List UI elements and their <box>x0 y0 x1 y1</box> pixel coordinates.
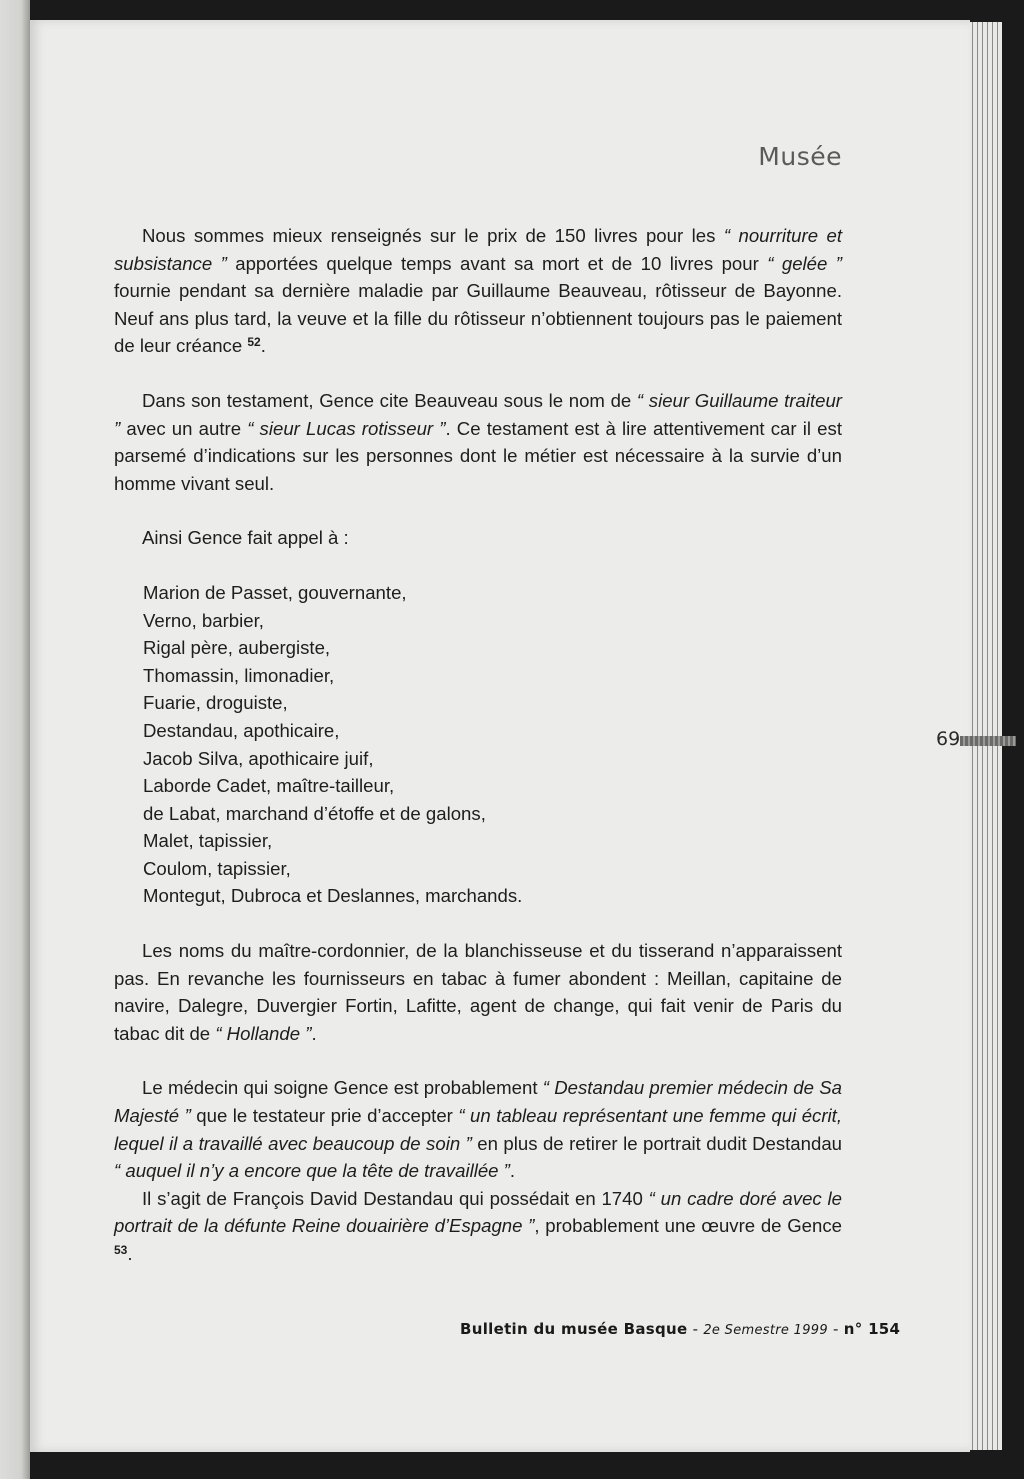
list-item: Fuarie, droguiste, <box>143 692 288 714</box>
paragraph-6: Il s’agit de François David Destandau qui possédait en 1740 “ un cadre doré avec le portrait de la défunte Reine douairière d’Espagne ”, probablement une œuvre de Gence $^{53}$. <box>114 1187 842 1264</box>
semester: 2e Semestre 1999 <box>703 1323 828 1338</box>
folio-marker <box>960 736 1016 746</box>
footnote-ref-52: 52 <box>247 335 261 350</box>
list-item: Laborde Cadet, maître-tailleur, <box>143 775 395 797</box>
paragraph-5: Le médecin qui soigne Gence est probablement “ Destandau premier médecin de Sa Majesté ” que le testateur prie d’accepter “ un tableau représentant une femme qui écrit, lequel il a travaillé avec beaucoup de soin ” en plus de retirer le portrait dudit Destandau “ auquel il n’y a encore que la tête de travaillée ”. <box>114 1077 842 1182</box>
paragraph-4: Les noms du maître-cordonnier, de la blanchisseuse et du tisserand n’apparaissent pas. En revanche les fournisseurs en tabac à fumer abondent : Meillan, capitaine de navire, Dalegre, Duvergier Fortin, Lafitte, agent de change, qui fait venir de Paris du tabac dit de “ Hollande ”. <box>114 940 842 1044</box>
footnote-ref-53: 53 <box>114 1243 128 1257</box>
journal-title: Bulletin du musée Basque <box>460 1320 688 1338</box>
page-number: 69 <box>936 728 961 750</box>
list-item: Montegut, Dubroca et Deslannes, marchands. <box>143 885 523 907</box>
list-item: Verno, barbier, <box>143 609 264 631</box>
issue-number: n° 154 <box>843 1320 901 1338</box>
facing-page-edge <box>0 0 30 1479</box>
list-item: Destandau, apothicaire, <box>143 719 340 741</box>
list-item: de Labat, marchand d’étoffe et de galons, <box>143 802 486 824</box>
paragraph-1: Nous sommes mieux renseignés sur le prix de 150 livres pour les “ nourriture et subsistance ” apportées quelque temps avant sa mort et de 10 livres pour “ gelée ” fournie pendant sa dernière maladie par Guillaume Beauveau, rôtisseur de Bayonne. Neuf ans plus tard, la veuve et la fille du rôtisseur n’obtiennent toujours pas le paiement de leur créance $^{52}$. <box>114 225 842 357</box>
journal-footer: Bulletin du musée Basque - 2e Semestre 1999 - n° 154 <box>460 1320 901 1338</box>
paragraph-3: Ainsi Gence fait appel à : <box>142 527 349 549</box>
list-item: Rigal père, aubergiste, <box>143 637 331 659</box>
list-item: Jacob Silva, apothicaire juif, <box>143 747 374 769</box>
list-item: Thomassin, limonadier, <box>143 664 335 686</box>
list-item: Malet, tapissier, <box>143 830 273 852</box>
paragraph-2: Dans son testament, Gence cite Beauveau sous le nom de “ sieur Guillaume traiteur ” avec un autre “ sieur Lucas rotisseur ”. Ce testament est à lire attentivement car il est parsemé d’indications sur les personnes dont le métier est nécessaire à la survie d’un homme vivant seul. <box>114 389 842 494</box>
article-body <box>114 222 842 1268</box>
list-item: Coulom, tapissier, <box>143 857 291 879</box>
list-item: Marion de Passet, gouvernante, <box>143 581 407 603</box>
people-list <box>114 579 842 910</box>
running-header: Musée <box>758 142 842 171</box>
